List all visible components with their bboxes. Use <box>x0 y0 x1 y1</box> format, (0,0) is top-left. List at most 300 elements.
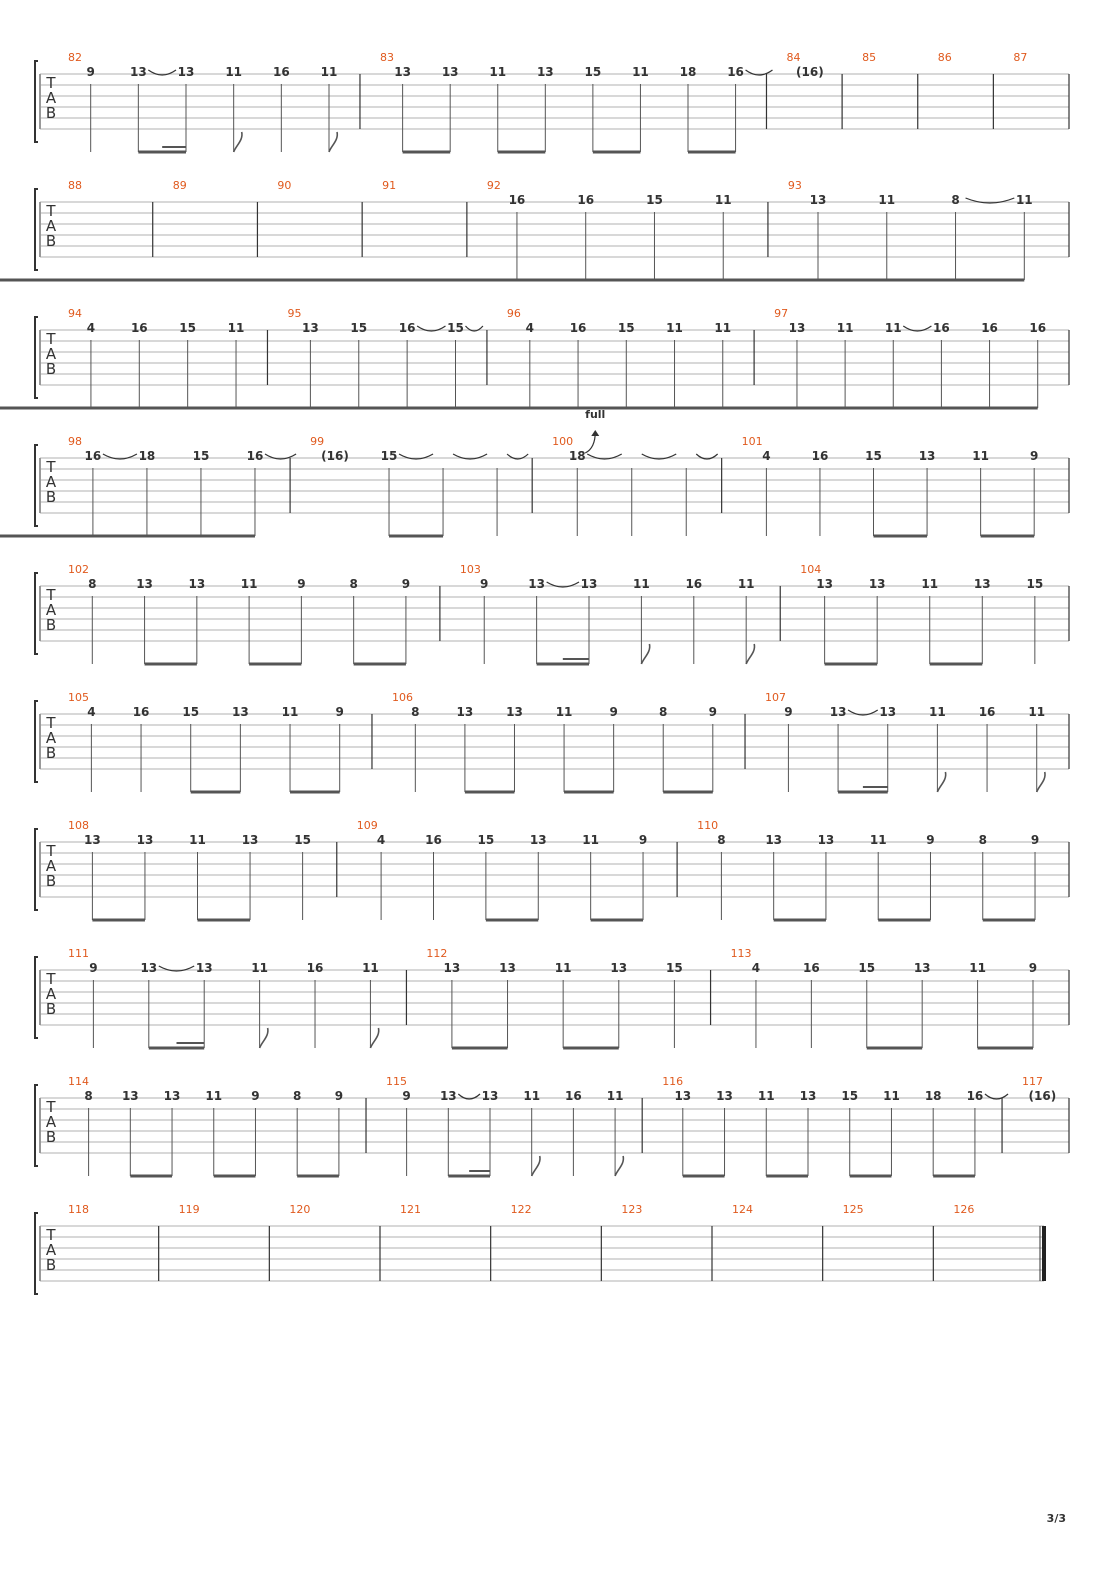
fret-number: 8 <box>659 705 668 719</box>
tab-clef-letter: A <box>45 89 57 107</box>
fret-number: 9 <box>335 705 344 719</box>
fret-number: 16 <box>565 1089 582 1103</box>
measure-115 <box>386 1075 642 1176</box>
fret-number: 11 <box>633 577 650 591</box>
fret-number: 9 <box>784 705 793 719</box>
fret-number: 11 <box>606 1089 624 1103</box>
fret-number: 15 <box>865 449 882 463</box>
tab-clef-letter: B <box>45 360 57 378</box>
fret-number: 8 <box>349 577 358 591</box>
fret-number: 4 <box>86 321 96 335</box>
fret-number: 11 <box>969 961 986 975</box>
tab-system-2 <box>0 179 1069 280</box>
fret-number: 13 <box>177 65 195 79</box>
measure-number: 126 <box>953 1203 975 1216</box>
measure-84 <box>786 51 842 129</box>
measure-number: 116 <box>662 1075 684 1088</box>
fret-number: 11 <box>883 1089 900 1103</box>
fret-number: 16 <box>966 1089 984 1103</box>
fret-number: 11 <box>523 1089 541 1103</box>
fret-number: 4 <box>525 321 534 335</box>
fret-number: 4 <box>751 961 761 975</box>
tab-clef-letter: A <box>45 729 57 747</box>
fret-number: 13 <box>136 833 154 847</box>
system-bracket <box>35 317 38 398</box>
tab-clef-letter: B <box>45 488 57 506</box>
measure-number: 110 <box>697 819 719 832</box>
fret-number: 9 <box>86 65 95 79</box>
measure-119 <box>179 1203 270 1281</box>
fret-number: 15 <box>192 449 210 463</box>
fret-number: 11 <box>666 321 683 335</box>
tab-clef-letter: T <box>46 1098 56 1116</box>
measure-number: 100 <box>552 435 574 448</box>
measure-89 <box>173 179 258 257</box>
measure-108 <box>68 819 337 920</box>
fret-number: 11 <box>362 961 379 975</box>
measure-number: 105 <box>68 691 89 704</box>
fret-number: 8 <box>84 1089 93 1103</box>
measure-113 <box>731 947 1069 1048</box>
note-flag <box>641 644 649 664</box>
fret-number: 16 <box>425 833 442 847</box>
system-bracket <box>35 701 38 782</box>
measure-number: 125 <box>842 1203 864 1216</box>
note-flag <box>532 1156 540 1176</box>
fret-number: 13 <box>610 961 628 975</box>
fret-number: 13 <box>481 1089 499 1103</box>
fret-number: 16 <box>685 577 703 591</box>
fret-number: 15 <box>858 961 876 975</box>
measure-106 <box>392 691 745 792</box>
tab-clef-letter: B <box>45 872 57 890</box>
fret-number: 15 <box>666 961 683 975</box>
fret-number: 11 <box>1028 705 1046 719</box>
fret-number: 9 <box>402 1089 411 1103</box>
fret-number: 9 <box>1030 833 1040 847</box>
fret-number: 13 <box>528 577 545 591</box>
measure-123 <box>621 1203 712 1281</box>
measure-number: 96 <box>506 307 521 320</box>
tab-clef-letter: T <box>46 1226 56 1244</box>
measure-98 <box>0 435 296 536</box>
system-bracket <box>35 829 38 910</box>
fret-number: 15 <box>380 449 398 463</box>
measure-number: 123 <box>621 1203 643 1216</box>
fret-number: 11 <box>836 321 854 335</box>
measure-number: 108 <box>68 819 89 832</box>
measure-number: 102 <box>68 563 89 576</box>
fret-number: 13 <box>441 65 459 79</box>
fret-number: 13 <box>121 1089 139 1103</box>
system-bracket <box>35 1213 38 1294</box>
measure-number: 86 <box>937 51 952 64</box>
fret-number: 13 <box>674 1089 692 1103</box>
fret-number: 16 <box>981 321 998 335</box>
measure-97 <box>0 307 1069 408</box>
bend-arrow-head <box>591 430 599 436</box>
fret-number: 16 <box>569 321 587 335</box>
measure-116 <box>662 1075 1008 1176</box>
measure-120 <box>289 1203 380 1281</box>
measure-114 <box>68 1075 366 1176</box>
measure-number: 122 <box>510 1203 532 1216</box>
measure-number: 103 <box>459 563 481 576</box>
measure-number: 107 <box>765 691 787 704</box>
note-flag <box>937 772 945 792</box>
fret-number: 9 <box>297 577 306 591</box>
tab-system-5 <box>35 563 1069 664</box>
measure-85 <box>862 51 918 129</box>
measure-117 <box>1022 1075 1069 1153</box>
fret-number: 11 <box>554 961 572 975</box>
tab-clef-letter: T <box>46 714 56 732</box>
fret-number: 8 <box>88 577 97 591</box>
tab-clef-letter: T <box>46 970 56 988</box>
measure-88 <box>68 179 153 257</box>
measure-number: 95 <box>287 307 302 320</box>
fret-number: 13 <box>913 961 931 975</box>
fret-number: 9 <box>708 705 717 719</box>
fret-number: 9 <box>926 833 935 847</box>
fret-number: 11 <box>205 1089 223 1103</box>
fret-number: 18 <box>679 65 697 79</box>
measure-107 <box>765 691 1069 792</box>
fret-number: 15 <box>617 321 635 335</box>
tab-clef-letter: T <box>46 842 56 860</box>
fret-number: 13 <box>84 833 101 847</box>
fret-number: 9 <box>89 961 98 975</box>
fret-number: 18 <box>568 449 586 463</box>
fret-number: 9 <box>334 1089 344 1103</box>
fret-number: 11 <box>1015 193 1033 207</box>
measure-number: 120 <box>289 1203 311 1216</box>
measure-number: 109 <box>356 819 378 832</box>
measure-91 <box>382 179 467 257</box>
tab-system-8 <box>35 947 1069 1048</box>
measure-126 <box>953 1203 974 1216</box>
measure-number: 90 <box>277 179 292 192</box>
measure-90 <box>277 179 362 257</box>
fret-number: 13 <box>456 705 474 719</box>
fret-number: 13 <box>868 577 886 591</box>
measure-number: 124 <box>732 1203 753 1216</box>
measure-number: 91 <box>382 179 397 192</box>
fret-number: (16) <box>796 65 824 79</box>
tab-clef-letter: A <box>45 473 57 491</box>
measure-number: 115 <box>386 1075 408 1088</box>
fret-number: 15 <box>447 321 464 335</box>
measure-104 <box>800 563 1069 664</box>
fret-number: 13 <box>536 65 554 79</box>
fret-number: 15 <box>841 1089 859 1103</box>
fret-number: 15 <box>182 705 200 719</box>
fret-number: 11 <box>320 65 338 79</box>
fret-number: 16 <box>577 193 595 207</box>
measure-number: 84 <box>786 51 801 64</box>
fret-number: 13 <box>816 577 833 591</box>
fret-number: (16) <box>321 449 349 463</box>
fret-number: 13 <box>499 961 516 975</box>
fret-number: 13 <box>817 833 835 847</box>
measure-110 <box>697 819 1069 920</box>
tab-clef-letter: B <box>45 1128 57 1146</box>
fret-number: 13 <box>765 833 783 847</box>
fret-number: 9 <box>480 577 489 591</box>
tab-clef-letter: A <box>45 345 57 363</box>
fret-number: 13 <box>506 705 523 719</box>
note-flag <box>746 644 754 664</box>
bend-label: full <box>585 408 606 421</box>
fret-number: 9 <box>251 1089 260 1103</box>
fret-number: 13 <box>918 449 936 463</box>
fret-number: 16 <box>132 705 150 719</box>
tab-clef-letter: B <box>45 104 57 122</box>
fret-number: 9 <box>401 577 411 591</box>
measure-121 <box>400 1203 491 1281</box>
measure-96 <box>507 307 754 408</box>
fret-number: 13 <box>302 321 319 335</box>
note-flag <box>370 1028 378 1048</box>
tab-clef-letter: A <box>45 217 57 235</box>
tab-clef-letter: T <box>46 202 56 220</box>
fret-number: 13 <box>241 833 259 847</box>
fret-number: 16 <box>272 65 290 79</box>
measure-109 <box>357 819 677 920</box>
measure-number: 99 <box>310 435 325 448</box>
fret-number: 11 <box>555 705 573 719</box>
fret-number: 9 <box>1028 961 1038 975</box>
fret-number: 18 <box>138 449 156 463</box>
measure-103 <box>460 563 780 664</box>
measure-number: 94 <box>68 307 82 320</box>
measure-105 <box>68 691 372 792</box>
fret-number: 15 <box>1026 577 1044 591</box>
note-flag <box>615 1156 623 1176</box>
measure-99 <box>310 435 532 536</box>
fret-number: 11 <box>489 65 507 79</box>
measure-number: 112 <box>426 947 448 960</box>
fret-number: 13 <box>829 705 847 719</box>
measure-number: 83 <box>379 51 394 64</box>
fret-number: 13 <box>580 577 598 591</box>
system-bracket <box>35 189 38 270</box>
tab-clef-letter: B <box>45 1000 57 1018</box>
fret-number: 11 <box>714 193 732 207</box>
tab-clef-letter: B <box>45 744 57 762</box>
measure-number: 89 <box>172 179 187 192</box>
measure-number: 93 <box>787 179 802 192</box>
fret-number: 15 <box>584 65 602 79</box>
measure-number: 121 <box>400 1203 421 1216</box>
measure-102 <box>68 563 440 664</box>
fret-number: 13 <box>716 1089 733 1103</box>
fret-number: 4 <box>376 833 386 847</box>
measure-87 <box>1013 51 1069 129</box>
fret-number: 16 <box>1029 321 1047 335</box>
fret-number: 16 <box>398 321 416 335</box>
measure-number: 98 <box>68 435 82 448</box>
tab-system-10 <box>35 1203 1044 1294</box>
tab-system-1 <box>35 51 1069 152</box>
measure-93 <box>0 179 1069 280</box>
measure-number: 85 <box>862 51 877 64</box>
fret-number: 13 <box>195 961 213 975</box>
system-bracket <box>35 957 38 1038</box>
measure-124 <box>732 1203 823 1281</box>
fret-number: 13 <box>188 577 206 591</box>
measure-number: 97 <box>774 307 789 320</box>
fret-number: 11 <box>281 705 299 719</box>
fret-number: 13 <box>129 65 147 79</box>
fret-number: 13 <box>799 1089 817 1103</box>
measure-86 <box>938 51 994 129</box>
measure-82 <box>68 51 360 152</box>
measure-122 <box>511 1203 602 1281</box>
tab-clef-letter: A <box>45 985 57 1003</box>
fret-number: 11 <box>929 705 946 719</box>
measure-number: 106 <box>391 691 413 704</box>
fret-number: 15 <box>179 321 197 335</box>
tab-clef-letter: T <box>46 330 56 348</box>
tab-system-9 <box>35 1075 1069 1176</box>
measure-number: 117 <box>1022 1075 1044 1088</box>
system-bracket <box>35 1085 38 1166</box>
fret-number: 13 <box>163 1089 181 1103</box>
tab-clef-letter: A <box>45 1241 57 1259</box>
measure-125 <box>843 1203 934 1281</box>
measure-94 <box>68 307 267 408</box>
fret-number: 16 <box>84 449 102 463</box>
tab-clef-letter: A <box>45 601 57 619</box>
measure-number: 92 <box>486 179 501 192</box>
fret-number: 11 <box>227 321 245 335</box>
fret-number: 15 <box>477 833 495 847</box>
fret-number: 11 <box>869 833 887 847</box>
fret-number: 11 <box>972 449 989 463</box>
tab-clef-letter: T <box>46 458 56 476</box>
fret-number: 16 <box>933 321 950 335</box>
fret-number: 11 <box>921 577 939 591</box>
fret-number: 11 <box>582 833 600 847</box>
measure-number: 113 <box>730 947 752 960</box>
fret-number: 16 <box>978 705 996 719</box>
measure-92 <box>487 179 768 280</box>
fret-number: 15 <box>294 833 311 847</box>
fret-number: 9 <box>638 833 648 847</box>
tab-clef-letter: B <box>45 232 57 250</box>
system-bracket <box>35 445 38 526</box>
fret-number: 13 <box>439 1089 457 1103</box>
fret-number: 16 <box>811 449 829 463</box>
measure-number: 82 <box>68 51 82 64</box>
fret-number: 9 <box>609 705 618 719</box>
fret-number: 16 <box>803 961 820 975</box>
fret-number: 13 <box>136 577 153 591</box>
fret-number: 16 <box>130 321 148 335</box>
page-number: 3/3 <box>1046 1512 1066 1525</box>
tab-system-4 <box>0 408 1069 536</box>
fret-number: 11 <box>884 321 902 335</box>
fret-number: 13 <box>788 321 806 335</box>
fret-number: 16 <box>727 65 744 79</box>
fret-number: 8 <box>293 1089 302 1103</box>
fret-number: 13 <box>529 833 547 847</box>
fret-number: 11 <box>757 1089 775 1103</box>
fret-number: 11 <box>225 65 243 79</box>
tab-clef-letter: B <box>45 1256 57 1274</box>
tab-system-7 <box>35 819 1069 920</box>
measure-100 <box>552 408 721 536</box>
fret-number: 11 <box>878 193 896 207</box>
fret-number: 16 <box>246 449 264 463</box>
fret-number: 18 <box>924 1089 942 1103</box>
fret-number: 4 <box>87 705 96 719</box>
fret-number: 13 <box>443 961 461 975</box>
measure-number: 101 <box>741 435 763 448</box>
measure-number: 114 <box>68 1075 89 1088</box>
measure-112 <box>426 947 710 1048</box>
fret-number: 15 <box>646 193 663 207</box>
measure-number: 88 <box>68 179 82 192</box>
measure-number: 87 <box>1013 51 1028 64</box>
fret-number: 13 <box>232 705 249 719</box>
fret-number: 13 <box>879 705 897 719</box>
fret-number: 9 <box>1030 449 1039 463</box>
fret-number: 11 <box>737 577 755 591</box>
fret-number: 8 <box>978 833 987 847</box>
tab-clef-letter: A <box>45 1113 57 1131</box>
system-bracket <box>35 573 38 654</box>
fret-number: 13 <box>140 961 158 975</box>
measure-number: 119 <box>178 1203 200 1216</box>
fret-number: 13 <box>394 65 411 79</box>
measure-111 <box>68 947 406 1048</box>
fret-number: 11 <box>714 321 732 335</box>
fret-number: 11 <box>240 577 258 591</box>
fret-number: 8 <box>411 705 420 719</box>
fret-number: 8 <box>951 193 960 207</box>
measure-83 <box>380 51 773 152</box>
measure-101 <box>742 435 1069 536</box>
fret-number: 11 <box>251 961 268 975</box>
fret-number: (16) <box>1028 1089 1057 1103</box>
fret-number: 8 <box>717 833 726 847</box>
note-flag <box>329 132 337 152</box>
measure-number: 118 <box>68 1203 89 1216</box>
system-bracket <box>35 61 38 142</box>
note-flag <box>260 1028 268 1048</box>
fret-number: 11 <box>189 833 206 847</box>
fret-number: 13 <box>809 193 827 207</box>
fret-number: 4 <box>762 449 771 463</box>
measure-number: 104 <box>800 563 822 576</box>
fret-number: 15 <box>350 321 368 335</box>
tab-clef-letter: T <box>46 586 56 604</box>
measure-118 <box>68 1203 159 1281</box>
tab-system-3 <box>0 307 1069 408</box>
note-flag <box>234 132 242 152</box>
note-flag <box>1037 772 1045 792</box>
tab-clef-letter: A <box>45 857 57 875</box>
fret-number: 13 <box>973 577 991 591</box>
measure-number: 111 <box>68 947 89 960</box>
fret-number: 16 <box>306 961 324 975</box>
tab-clef-letter: T <box>46 74 56 92</box>
fret-number: 16 <box>508 193 526 207</box>
tab-system-6 <box>35 691 1069 792</box>
fret-number: 11 <box>632 65 649 79</box>
